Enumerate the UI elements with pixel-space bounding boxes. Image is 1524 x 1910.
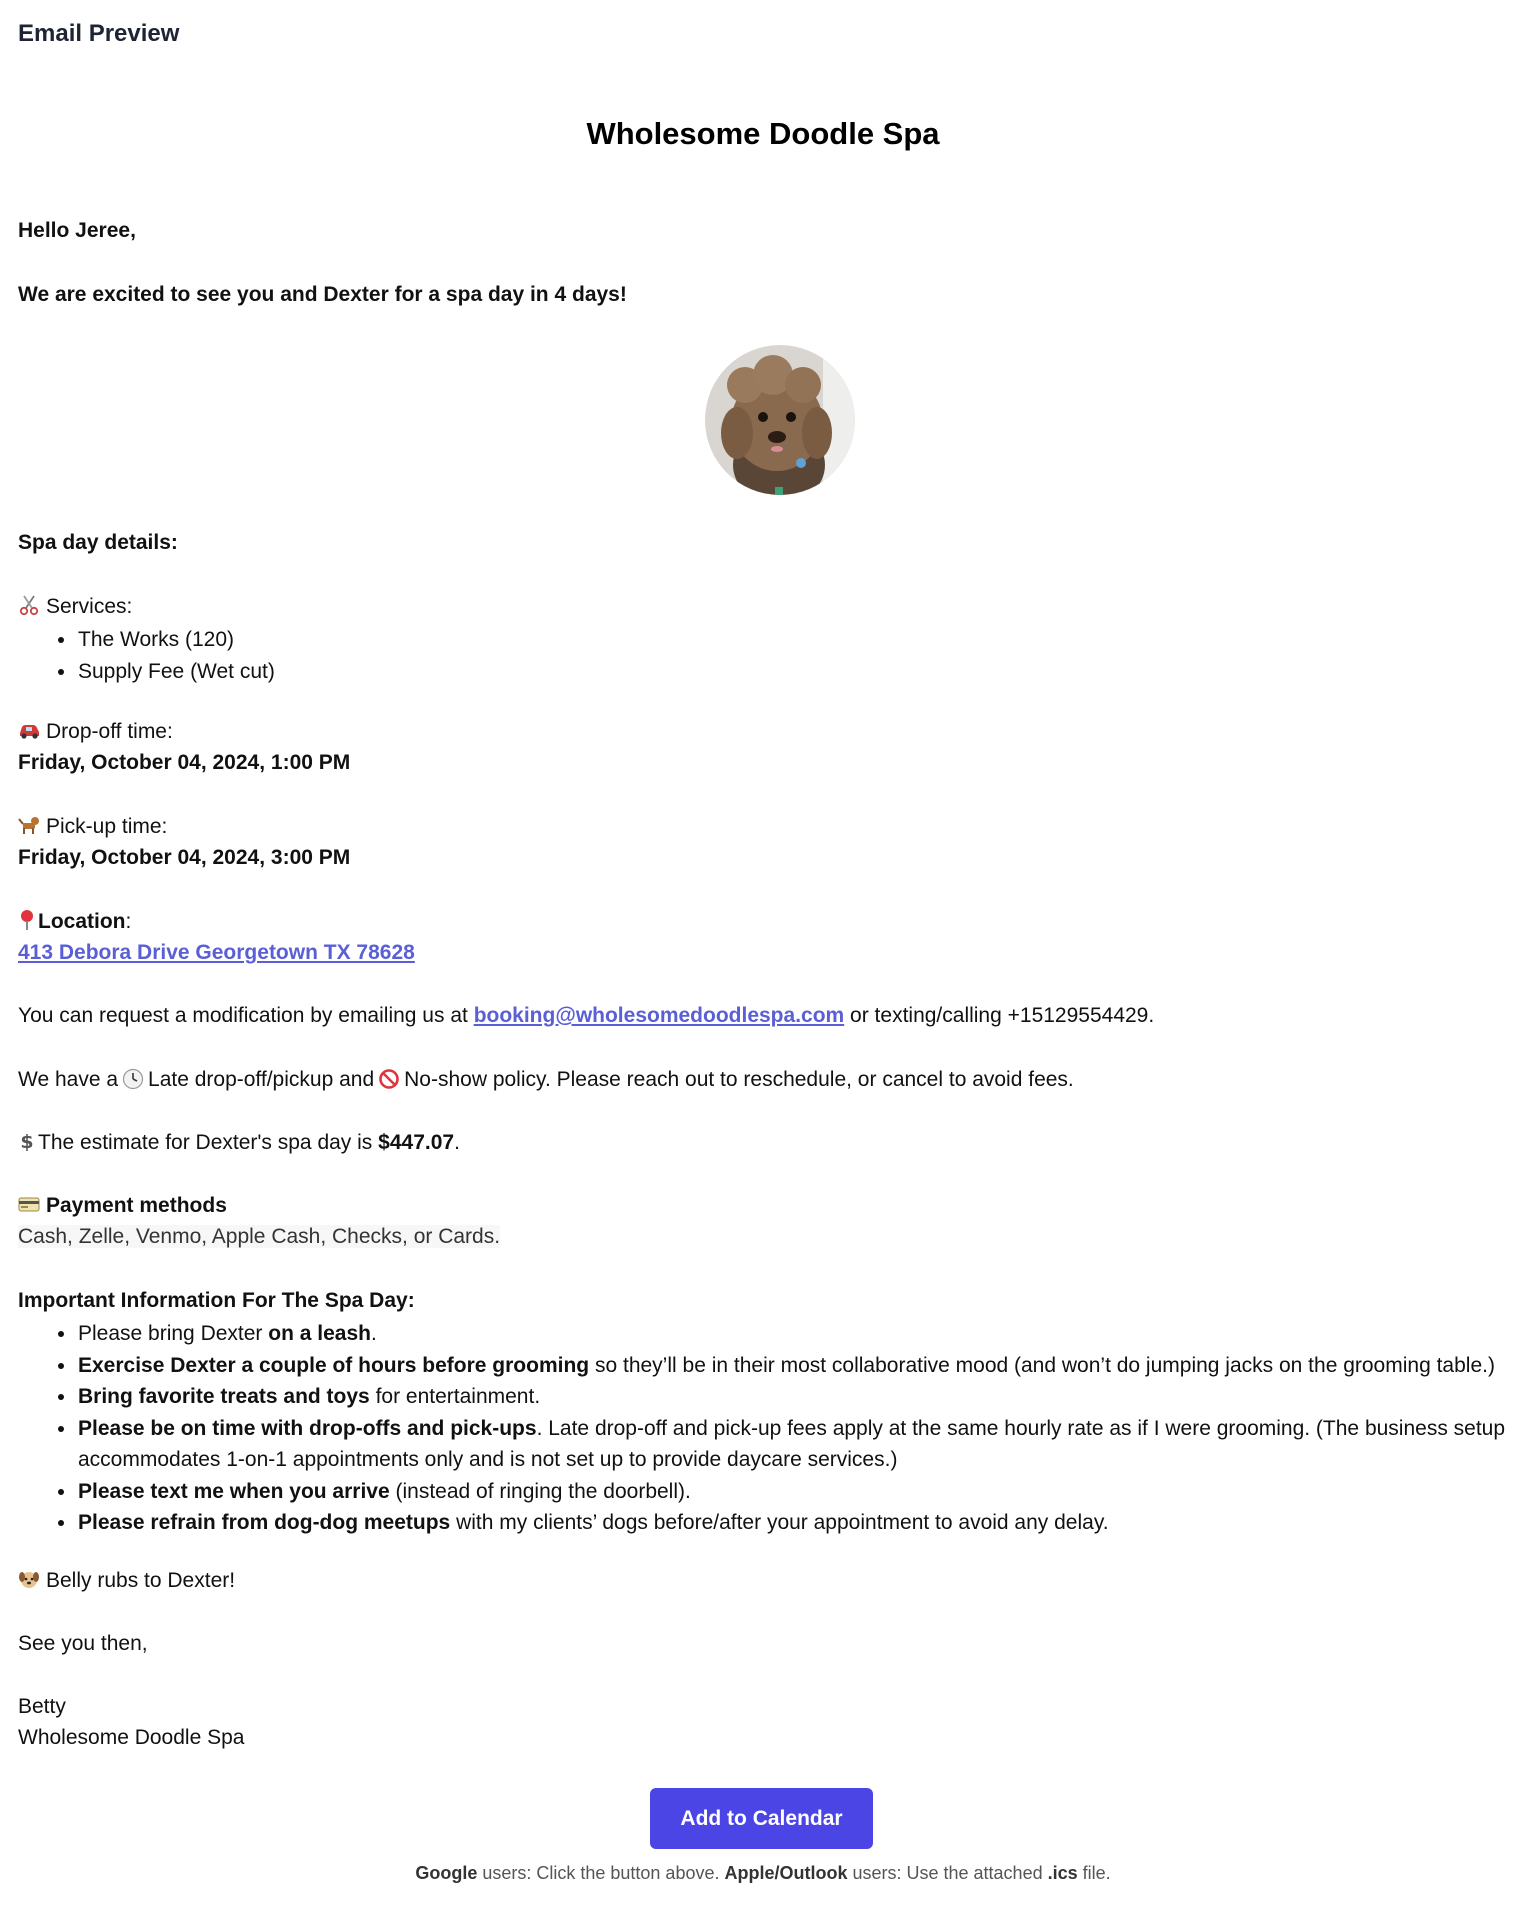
belly-rubs-text: Belly rubs to Dexter! bbox=[46, 1569, 236, 1592]
estimate-row bbox=[18, 1129, 460, 1157]
location-colon: : bbox=[125, 910, 132, 933]
modification-suffix: or texting/calling +15129554429. bbox=[850, 1004, 1155, 1027]
important-item: Please bring Dexter on a leash. bbox=[18, 1318, 1508, 1350]
important-item: Bring favorite treats and toys for entertainment. bbox=[18, 1381, 1508, 1413]
pin-icon bbox=[18, 909, 36, 931]
services-label: Services: bbox=[46, 595, 133, 618]
important-item: Exercise Dexter a couple of hours before grooming so they’ll be in their most collaborative mood (and won’t do jumping jacks on the grooming table.) bbox=[18, 1350, 1508, 1382]
location-row bbox=[18, 908, 131, 936]
location-label: Location bbox=[38, 910, 126, 933]
signature-business: Wholesome Doodle Spa bbox=[18, 1726, 245, 1749]
dog-face-icon bbox=[18, 1568, 40, 1590]
dropoff-row bbox=[18, 718, 173, 746]
calendar-footnote: Google users: Click the button above. Apple/Outlook users: Use the attached .ics file. bbox=[415, 1863, 1111, 1883]
important-heading: Important Information For The Spa Day: bbox=[18, 1289, 415, 1312]
modification-row bbox=[18, 1002, 1154, 1030]
pickup-label: Pick-up time: bbox=[46, 815, 168, 838]
dollar-icon bbox=[18, 1130, 36, 1152]
greeting: Hello Jeree, bbox=[18, 219, 136, 242]
policy-row bbox=[18, 1066, 1074, 1094]
important-item: Please be on time with drop-offs and pick-ups. Late drop-off and pick-up fees apply at the same hourly rate as if I were grooming. (The business setup accommodates 1-on-1 appointments only and is not set up to provide daycare services.) bbox=[18, 1413, 1508, 1476]
app-title: Email Preview bbox=[18, 20, 180, 47]
important-item: Please text me when you arrive (instead of ringing the doorbell). bbox=[18, 1476, 1508, 1508]
scissors-icon bbox=[18, 594, 40, 616]
location-address-link[interactable]: 413 Debora Drive Georgetown TX 78628 bbox=[18, 941, 415, 964]
dog-avatar bbox=[705, 345, 855, 495]
modification-prefix: You can request a modification by emailing us at bbox=[18, 1004, 468, 1027]
payment-methods-row bbox=[18, 1223, 500, 1251]
booking-email-link[interactable]: booking@wholesomedoodlespa.com bbox=[473, 1004, 845, 1027]
details-heading: Spa day details: bbox=[18, 531, 178, 554]
business-title: Wholesome Doodle Spa bbox=[586, 116, 940, 151]
car-icon bbox=[18, 719, 40, 741]
services-row bbox=[18, 593, 132, 621]
belly-rubs-row bbox=[18, 1567, 235, 1595]
estimate-prefix: The estimate for Dexter's spa day is bbox=[38, 1131, 373, 1154]
services-list bbox=[18, 624, 275, 687]
payment-row bbox=[18, 1192, 227, 1220]
dropoff-time: Friday, October 04, 2024, 1:00 PM bbox=[18, 751, 351, 774]
prohibited-icon bbox=[378, 1068, 400, 1090]
dog-icon bbox=[18, 814, 40, 836]
important-item: Please refrain from dog-dog meetups with my clients’ dogs before/after your appointment to avoid any delay. bbox=[18, 1507, 1508, 1539]
estimate-suffix: . bbox=[454, 1131, 460, 1154]
policy-prefix: We have a bbox=[18, 1068, 119, 1091]
service-item: The Works (120) bbox=[18, 624, 275, 656]
dropoff-label: Drop-off time: bbox=[46, 720, 173, 743]
clock-icon bbox=[122, 1068, 144, 1090]
pickup-row bbox=[18, 813, 167, 841]
add-to-calendar-button[interactable]: Add to Calendar bbox=[650, 1788, 873, 1849]
important-list bbox=[18, 1318, 1508, 1539]
signature-name: Betty bbox=[18, 1695, 66, 1718]
policy-noshow: No-show policy. Please reach out to reschedule, or cancel to avoid fees. bbox=[404, 1068, 1074, 1091]
pickup-time: Friday, October 04, 2024, 3:00 PM bbox=[18, 846, 351, 869]
intro-text: We are excited to see you and Dexter for a spa day in 4 days! bbox=[18, 283, 627, 306]
payment-label: Payment methods bbox=[46, 1194, 227, 1217]
policy-late: Late drop-off/pickup and bbox=[148, 1068, 375, 1091]
estimate-amount: $447.07 bbox=[378, 1131, 455, 1154]
location-address-row bbox=[18, 939, 415, 967]
credit-card-icon bbox=[18, 1193, 40, 1215]
payment-methods: Cash, Zelle, Venmo, Apple Cash, Checks, or Cards. bbox=[18, 1225, 501, 1248]
service-item: Supply Fee (Wet cut) bbox=[18, 656, 275, 688]
svg-text:$: $ bbox=[20, 1131, 34, 1152]
signoff: See you then, bbox=[18, 1632, 148, 1655]
